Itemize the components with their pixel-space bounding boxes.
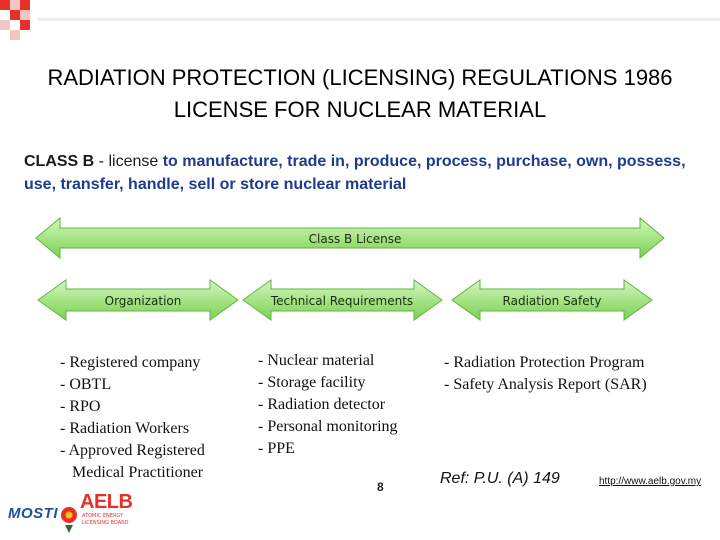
aelb-logo-sub2: LICENSING BOARD [82, 520, 129, 526]
reference-text: Ref: P.U. (A) 149 [440, 470, 560, 487]
list-item: - OBTL [60, 376, 112, 393]
mosti-logo [8, 505, 58, 523]
list-item: - Radiation detector [258, 396, 386, 413]
list-item: - Nuclear material [258, 352, 375, 369]
technical-requirements-label: Technical Requirements [270, 294, 414, 308]
list-item: - RPO [60, 398, 101, 415]
class-label: CLASS B [24, 153, 95, 170]
title-line-1: RADIATION PROTECTION (LICENSING) REGULATIONS 1986 [47, 65, 673, 90]
aelb-logo-text: AELB [80, 491, 133, 513]
list-item: - PPE [258, 440, 295, 457]
mosti-logo-text: MOSTI [8, 505, 58, 522]
intro-dash: - license [94, 153, 163, 170]
website-link[interactable]: http://www.aelb.gov.my [599, 476, 702, 487]
title-line-2: LICENSE FOR NUCLEAR MATERIAL [173, 97, 547, 122]
list-item: - Personal monitoring [258, 418, 398, 435]
list-item: Medical Practitioner [60, 464, 204, 481]
technical-requirements-list [258, 350, 398, 460]
list-item: - Storage facility [258, 374, 366, 391]
list-item: - Radiation Protection Program [444, 354, 645, 371]
organization-label: Organization [104, 294, 182, 308]
organization-list [60, 352, 205, 484]
class-b-label: Class B License [308, 232, 402, 246]
intro-description: to manufacture, trade in, produce, process, purchase, own, possess, use, transfer, handle, sell or store nuclear material [24, 153, 686, 193]
list-item: - Registered company [60, 354, 201, 371]
page-number: 8 [377, 480, 384, 494]
list-item: - Safety Analysis Report (SAR) [444, 376, 647, 393]
list-item: - Approved Registered [60, 442, 205, 459]
list-item: - Radiation Workers [60, 420, 190, 437]
radiation-safety-label: Radiation Safety [502, 294, 602, 308]
radiation-safety-list [444, 352, 647, 396]
aelb-logo-sub1: ATOMIC ENERGY [82, 513, 124, 519]
